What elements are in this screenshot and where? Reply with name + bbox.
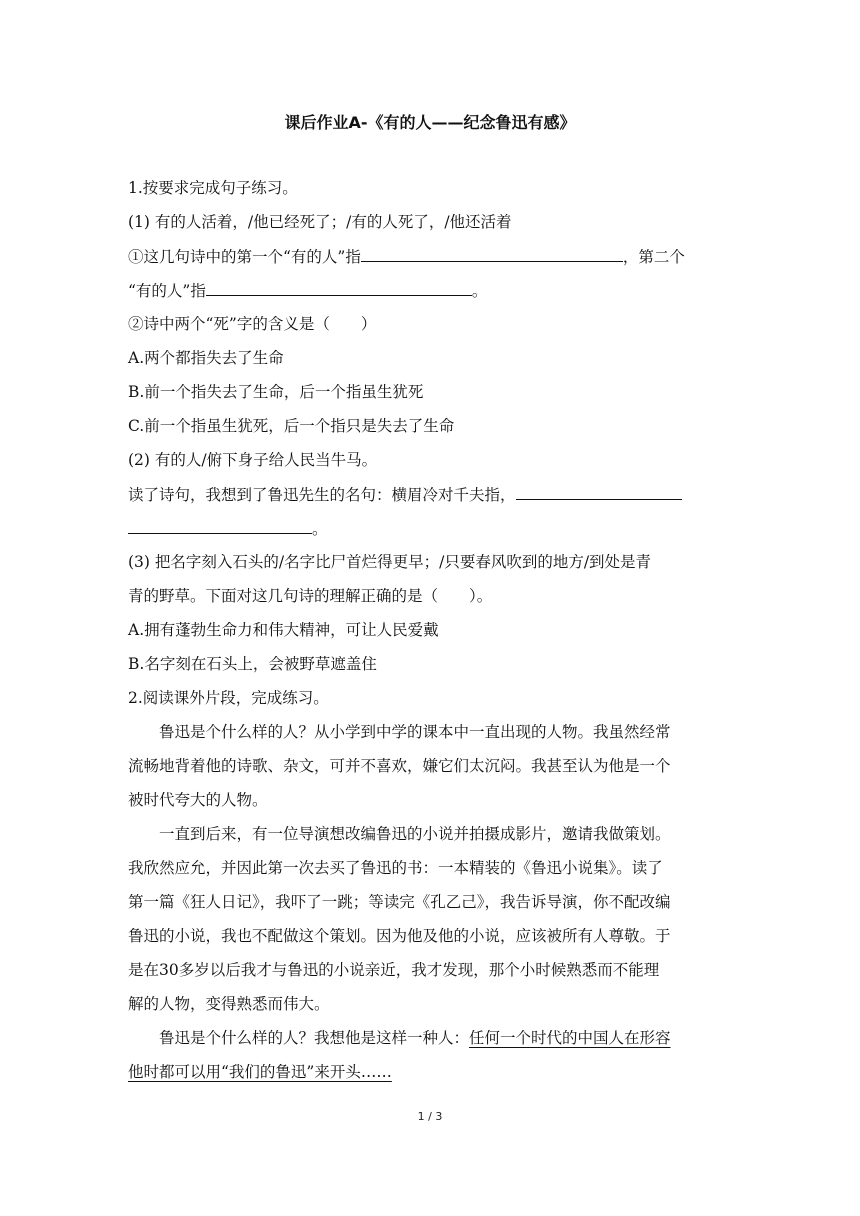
question-text: 。: [312, 520, 328, 538]
question-1-part-1-stem: (1) 有的人活着，/他已经死了；/有的人死了，/他还活着: [128, 213, 512, 231]
question-2-heading: 2.阅读课外片段，完成练习。: [128, 689, 329, 707]
question-1-part-2-line1: [128, 482, 730, 507]
passage-paragraph-1-line: 流畅地背着他的诗歌、杂文，可并不喜欢，嫌它们太沉闷。我甚至认为他是一个: [128, 757, 671, 775]
passage-paragraph-3-line1: [128, 1026, 761, 1050]
passage-paragraph-2-line: 我欣然应允，并因此第一次去买了鲁迅的书：一本精装的《鲁迅小说集》。读了: [128, 859, 663, 877]
option-a: A.拥有蓬勃生命力和伟大精神，可让人民爱戴: [128, 621, 439, 639]
question-1-part-2-stem: (2) 有的人/俯下身子给人民当牛马。: [128, 451, 378, 469]
passage-text: 鲁迅是个什么样的人？我想他是这样一种人：: [159, 1029, 470, 1047]
question-1-part-1-a-line1: [128, 244, 730, 269]
passage-paragraph-2-line: 鲁迅的小说，我也不配做这个策划。因为他及他的小说，应该被所有人尊敬。于: [128, 927, 671, 945]
answer-blank-second-person[interactable]: [206, 278, 472, 296]
underlined-sentence: 任何一个时代的中国人在形容: [469, 1029, 671, 1047]
answer-blank-first-person[interactable]: [361, 244, 623, 262]
underlined-sentence: 他时都可以用“我们的鲁迅”来开头……: [128, 1063, 392, 1081]
passage-paragraph-2-line: 第一篇《狂人日记》，我吓了一跳；等读完《孔乙己》，我告诉导演，你不配改编: [128, 893, 671, 911]
question-1-part-1-b: ②诗中两个“死”字的含义是（ ）: [128, 315, 377, 333]
option-a: A.两个都指失去了生命: [128, 349, 284, 367]
question-text: ，第二个: [622, 248, 685, 266]
passage-paragraph-2-line: 一直到后来，有一位导演想改编鲁迅的小说并拍摄成影片，邀请我做策划。: [159, 825, 671, 843]
passage-paragraph-1-line: 被时代夸大的人物。: [128, 791, 268, 809]
question-text: ①这几句诗中的第一个“有的人”指: [128, 248, 361, 266]
passage-paragraph-2-line: 解的人物，变得熟悉而伟大。: [128, 995, 330, 1013]
option-c: C.前一个指虽生犹死，后一个指只是失去了生命: [128, 417, 455, 435]
passage-paragraph-1-line: 鲁迅是个什么样的人？从小学到中学的课本中一直出现的人物。我虽然经常: [159, 723, 671, 741]
question-text: “有的人”指: [128, 282, 206, 300]
document-title: 课后作业A-《有的人——纪念鲁迅有感》: [284, 113, 576, 132]
answer-blank-quote-part2[interactable]: [128, 516, 312, 534]
question-1-heading: 1.按要求完成句子练习。: [128, 179, 298, 197]
question-text: 读了诗句，我想到了鲁迅先生的名句：横眉冷对千夫指，: [128, 486, 516, 504]
option-b: B.前一个指失去了生命，后一个指虽生犹死: [128, 383, 424, 401]
passage-paragraph-2-line: 是在30多岁以后我才与鲁迅的小说亲近，我才发现，那个小时候熟悉而不能理: [128, 961, 660, 979]
page-number: 1 / 3: [417, 1110, 443, 1123]
question-1-part-1-a-line2: [128, 278, 730, 303]
question-1-part-3-line1: (3) 把名字刻入石头的/名字比尸首烂得更早；/只要春风吹到的地方/到处是青: [128, 553, 652, 571]
option-b: B.名字刻在石头上，会被野草遮盖住: [128, 655, 377, 673]
question-1-part-2-line2: [128, 516, 730, 541]
question-text: 。: [471, 282, 488, 300]
passage-paragraph-3-line2: [128, 1060, 730, 1084]
answer-blank-quote-part1[interactable]: [516, 482, 682, 500]
question-1-part-3-line2: 青的野草。下面对这几句诗的理解正确的是（ ）。: [128, 587, 493, 605]
